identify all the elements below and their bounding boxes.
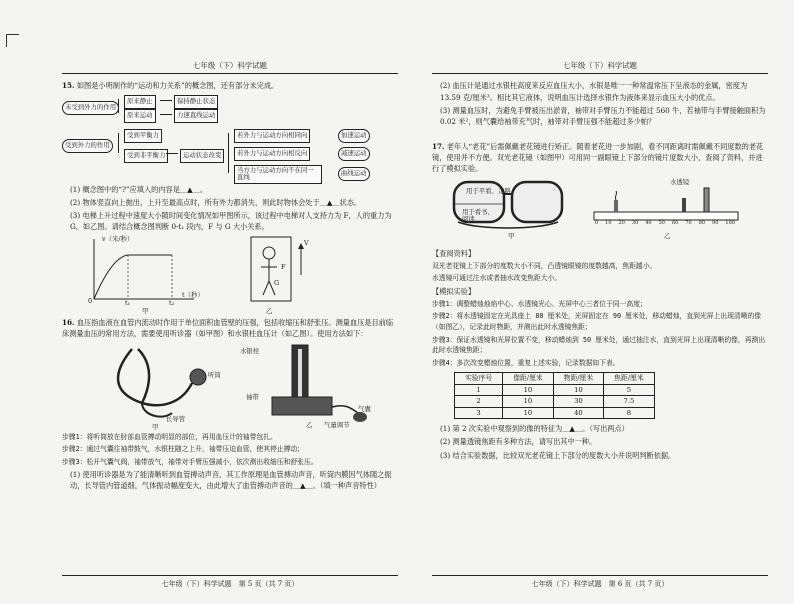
q15-number: 15. (62, 81, 75, 91)
map-motion-change: 运动状态改变 (180, 149, 224, 163)
page-5 (62, 60, 398, 589)
ref-title: 【查阅资料】 (432, 248, 476, 258)
map-connector (228, 133, 229, 173)
table-cell: 7.5 (604, 396, 654, 408)
sim-title: 【模拟实验】 (432, 286, 476, 296)
table-cell: 8 (604, 407, 654, 419)
map-static: 原来静止 (124, 95, 156, 109)
tick-label: 0 (595, 219, 599, 226)
tick-label: 100 (725, 219, 735, 226)
velocity-arrow-label: V (304, 239, 309, 248)
table-cell: 2 (455, 396, 503, 408)
label-cuff: 袖带 (246, 392, 259, 401)
experiment-table (454, 372, 655, 419)
graph-t2: t₂ (169, 299, 175, 308)
map-same-direction: 若外力与运动方向相同向 (234, 129, 310, 143)
elevator-figure (247, 235, 307, 305)
q16-sub3: (3) 测量血压时，为避免手臂被压出淤青，袖带对手臂压力不能超过 560 牛，若袖带与手臂接触面积为 0.02 米²，则气囊给袖带充气时，袖带对手臂压强不能超过多少帕？ (440, 105, 766, 126)
graph-y-label: v（米/秒） (102, 235, 134, 244)
table-cell: 40 (553, 407, 603, 419)
map-connector (118, 99, 119, 113)
bench-caption: 乙 (664, 231, 671, 240)
map-root-no-force: 未受到外力的作用 (62, 101, 119, 115)
page-footer-left: 七年级（下）科学试题 第 5 页（共 7 页） (62, 575, 398, 590)
table-cell: 1 (455, 384, 503, 396)
q17-intro-text: 老年人“老花”后需佩戴老花镜进行矫正。随着老花进一步加剧，看不同距离时需佩戴不同度数的老花镜，使用并不方便。双光老花镜（如图甲）可用同一副眼镜上下部分的镜片度数大小，查阅了资料，并进行了模拟实验。 (432, 142, 764, 174)
q16-sub2: (2) 血压计是通过水银柱高度来反应血压大小，水银是唯一一种常温常压下呈液态的金属，密度为 13.59 克/厘米³。相比其它液体，说明血压计选择水银作为液体来显示血压大小的优点。 (440, 81, 748, 102)
q17-sub1: (1) 第 2 次实验中观察到的像的特征为＿▲＿。（写出两点） (440, 424, 629, 434)
sphygmo-caption: 乙 (306, 420, 313, 429)
graph-t1: t₁ (125, 299, 131, 308)
q16-number: 16. (62, 318, 75, 328)
label-air-bulb: 气囊 (358, 404, 371, 413)
water-lens-label: 水透镜 (670, 177, 690, 186)
map-constant: 力速直线运动 (174, 109, 218, 123)
q15-intro-text: 如图是小明制作的“运动和力关系”的概念图，还有部分未完成。 (76, 81, 279, 91)
map-decelerate: 减速运动 (338, 147, 370, 161)
map-arrow (166, 153, 178, 154)
label-air-valve: 气量调节 (324, 420, 350, 429)
graph-caption: 甲 (142, 307, 149, 316)
q16-step2: 步骤2：通过气囊往袖带鼓气，水银柱随之上升，袖带压迫血管，使其停止搏动； (62, 445, 304, 454)
tick-label: 70 (685, 219, 692, 226)
table-header: 物距/厘米 (553, 373, 603, 385)
q15-figures (62, 235, 398, 316)
table-row (455, 396, 655, 408)
glasses-caption: 甲 (508, 231, 515, 240)
page-6 (432, 60, 768, 589)
tick-label: 60 (671, 219, 679, 226)
table-header: 像距/厘米 (503, 373, 553, 385)
map-unbalanced: 受到非平衡力 (124, 149, 168, 163)
sim-step-4: 步骤4：多次改变蜡烛位置，重复上述实验，记录数据如下表。 (432, 358, 620, 367)
table-header: 实验序号 (455, 373, 503, 385)
map-opposite-direction: 若外力与运动方向相反向 (234, 147, 310, 161)
tick-label: 80 (698, 219, 706, 226)
q16-intro (62, 317, 398, 339)
page-header-right: 七年级（下）科学试题 (432, 60, 768, 74)
lens-top-label: 用于平看、走路 (466, 186, 511, 195)
label-long-tube: 长导管 (166, 414, 186, 423)
map-curve: 曲线运动 (338, 167, 370, 181)
table-cell: 10 (503, 396, 553, 408)
q15-sub3: (3) 电梯上升过程中速度大小随时间变化情况如甲图所示，该过程中电梯对人支持力为 F，人的重力为 G，如乙图。请结合概念图判断 0-t₁ 段内，F 与 G 大小关系。 (70, 210, 392, 232)
sim-step-3: 步骤3：保证水透镜和光屏位置不变，移动蜡烛到 50 厘米处，通过抽注水，直到光屏上出现清晰的像，再测出此时水透镜焦距； (432, 335, 766, 355)
lens-bottom-label: 用于看书、阅读 (462, 207, 494, 223)
table-header: 焦距/厘米 (604, 373, 654, 385)
sim-step-2: 步骤2：将水透镜固定在光具座上 80 厘米处，光屏固定在 90 厘米处，移动蜡烛，直到光屏上出现清晰的像（如图乙），记录此时物距，并测出此时水透镜焦距； (432, 312, 762, 331)
q17-figures (432, 178, 768, 242)
table-cell: 30 (553, 396, 603, 408)
map-root-force: 受到外力的作用 (62, 139, 113, 153)
force-F: F (281, 263, 286, 272)
table-header-row (455, 373, 655, 385)
table-row (455, 407, 655, 419)
table-cell: 5 (604, 384, 654, 396)
sim-step-1: 步骤1：调整蜡烛烛焰中心、水透镜光心、光屏中心三者位于同一高度； (432, 299, 647, 308)
tick-label: 90 (712, 219, 719, 226)
table-cell: 3 (455, 407, 503, 419)
table-row (455, 384, 655, 396)
q17-intro (432, 141, 768, 174)
q15-sub1: (1) 概念图中的“?”应填入的内容是＿▲＿。 (70, 184, 208, 194)
tick-label: 30 (631, 219, 639, 226)
page-header-left: 七年级（下）科学试题 (62, 60, 398, 74)
map-keep-static: 保持静止状态 (174, 95, 218, 109)
q15-intro (62, 80, 398, 91)
force-G: G (274, 279, 280, 288)
q16-figures (62, 343, 398, 429)
map-accelerate: 加速运动 (338, 129, 370, 143)
q17-number: 17. (432, 142, 445, 152)
q16-intro-text: 血压指血液在血管内流动时作用于单位面积血管壁的压强，包括收缩压和舒张压。测量血压是目前临床测量血压的常用方法，需要使用听诊器（如甲图）和水银柱血压计（如乙图）。使用方法如下： (62, 318, 394, 339)
tick-label: 40 (645, 219, 652, 226)
map-arrow (160, 114, 172, 115)
ref-line-2: 水透镜可通过注水或者抽水改变焦距大小。 (432, 274, 562, 283)
ref-line-1: 双光老花镜上下部分的度数大小不同，凸透镜眼镜的度数越高，焦距越小。 (432, 261, 657, 270)
label-earpiece: 听筒 (208, 370, 221, 379)
stethoscope-caption: 甲 (152, 422, 159, 431)
table-cell: 10 (503, 407, 553, 419)
graph-x-label: t（秒） (182, 291, 204, 300)
ruler-ticks (595, 220, 735, 228)
q15-sub2: (2) 物体竖直向上抛出，上升至最高点时，所有外力都消失，则此时物体会处于＿▲＿状态。 (70, 197, 362, 207)
table-cell: 10 (553, 384, 603, 396)
tick-label: 50 (658, 219, 665, 226)
map-not-line: 当方力与运动方向不在同一直线 (234, 165, 322, 184)
map-balanced: 受到平衡力 (124, 129, 162, 143)
map-arrow (160, 100, 172, 101)
page-footer-right: 七年级（下）科学试题 第 6 页（共 7 页） (432, 575, 768, 590)
q17-sub3: (3) 结合实验数据，比较双光老花镜上下部分的度数大小并说明判断依据。 (440, 450, 676, 460)
graph-origin: 0 (88, 297, 93, 306)
q17-sub2: (2) 测量透镜焦距有多种方法，请写出其中一种。 (440, 437, 597, 447)
q16-step3: 步骤3：松开气囊气阀，袖带放气，袖带对手臂压强减小，依次测出收缩压和舒张压。 (62, 457, 318, 466)
elevator-caption: 乙 (266, 307, 273, 316)
sphygmomanometer-figure (262, 343, 372, 427)
crop-mark (6, 34, 19, 47)
map-connector (118, 133, 119, 153)
q16-sub1: (1) 使用听诊器是为了能清晰听到血管搏动声音，其工作原理是血管搏动声音，听筒内膜因气体随之振动，长导管内管道细，气体振动幅度变大，由此增大了血管搏动声音的＿▲＿。（填一种声音特性） (70, 470, 392, 491)
label-mercury-column: 水银柱 (240, 346, 260, 355)
q16-step1: 步骤1：将听筒放在肘部血管搏动明显的部位，再用血压计的袖带包扎。 (62, 432, 277, 441)
concept-map (62, 95, 398, 181)
table-cell: 10 (503, 384, 553, 396)
tick-label: 20 (618, 219, 625, 226)
map-moving: 原来运动 (124, 109, 156, 123)
tick-label: 10 (605, 219, 612, 226)
